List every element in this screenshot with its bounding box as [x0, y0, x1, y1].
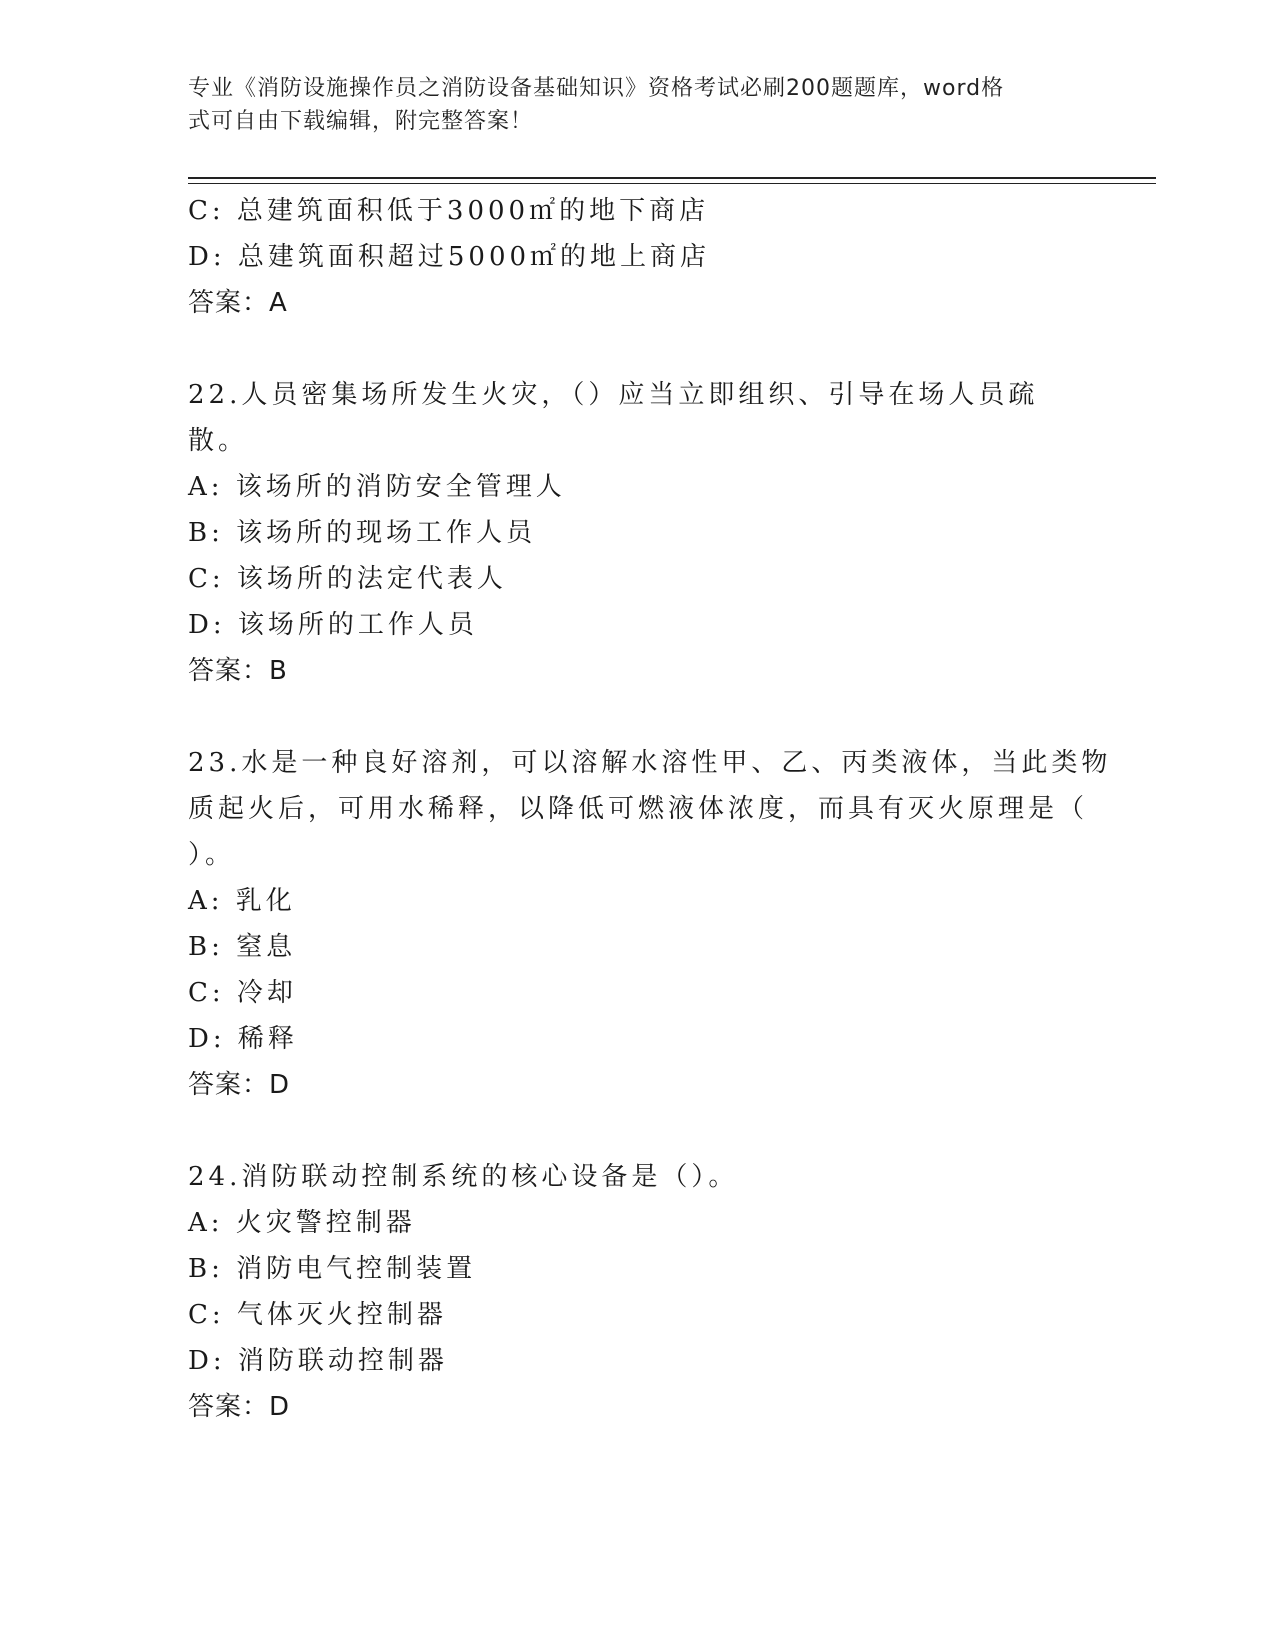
option-c: C: 气体灭火控制器 [188, 1300, 447, 1330]
answer-label: 答案：B [188, 656, 288, 686]
option-c: C: 该场所的法定代表人 [188, 564, 507, 594]
header-rule-thick [188, 177, 1156, 179]
question-21-continued [188, 188, 1088, 326]
header-line-2: 式可自由下载编辑，附完整答案！ [188, 109, 534, 134]
option-a: A: 该场所的消防安全管理人 [188, 472, 566, 502]
option-c: C: 冷却 [188, 978, 297, 1008]
answer-label: 答案：D [188, 1392, 291, 1422]
header-line-1: 专业《消防设施操作员之消防设备基础知识》资格考试必刷200题题库，word格 [188, 76, 1005, 101]
option-c: C: 总建筑面积低于3000㎡的地下商店 [188, 196, 710, 226]
question-text: 24.消防联动控制系统的核心设备是（）。 [188, 1162, 739, 1192]
option-b: B: 消防电气控制装置 [188, 1254, 477, 1284]
option-b: B: 该场所的现场工作人员 [188, 518, 537, 548]
spacer [188, 694, 1088, 740]
option-a: A: 火灾警控制器 [188, 1208, 416, 1238]
spacer [188, 326, 1088, 372]
question-text-line-1: 23.水是一种良好溶剂，可以溶解水溶性甲、乙、丙类液体，当此类物 [188, 748, 1112, 778]
question-text-line-2: 质起火后，可用水稀释，以降低可燃液体浓度，而具有灭火原理是（ [188, 794, 1089, 824]
header-rule-thin [188, 183, 1156, 184]
option-d: D: 稀释 [188, 1024, 298, 1054]
option-b: B: 窒息 [188, 932, 297, 962]
answer-label: 答案：A [188, 288, 288, 318]
option-a: A: 乳化 [188, 886, 296, 916]
option-d: D: 该场所的工作人员 [188, 610, 478, 640]
question-text-line-3: ）。 [188, 840, 236, 870]
document-header [188, 72, 1068, 138]
answer-label: 答案：D [188, 1070, 291, 1100]
option-d: D: 总建筑面积超过5000㎡的地上商店 [188, 242, 711, 272]
question-22 [188, 372, 1088, 694]
question-24 [188, 1154, 1088, 1430]
question-list [188, 188, 1112, 1430]
option-d: D: 消防联动控制器 [188, 1346, 448, 1376]
question-text: 22.人员密集场所发生火灾，（）应当立即组织、引导在场人员疏散。 [188, 380, 1039, 456]
spacer [188, 1108, 1088, 1154]
question-23 [188, 740, 1112, 1108]
